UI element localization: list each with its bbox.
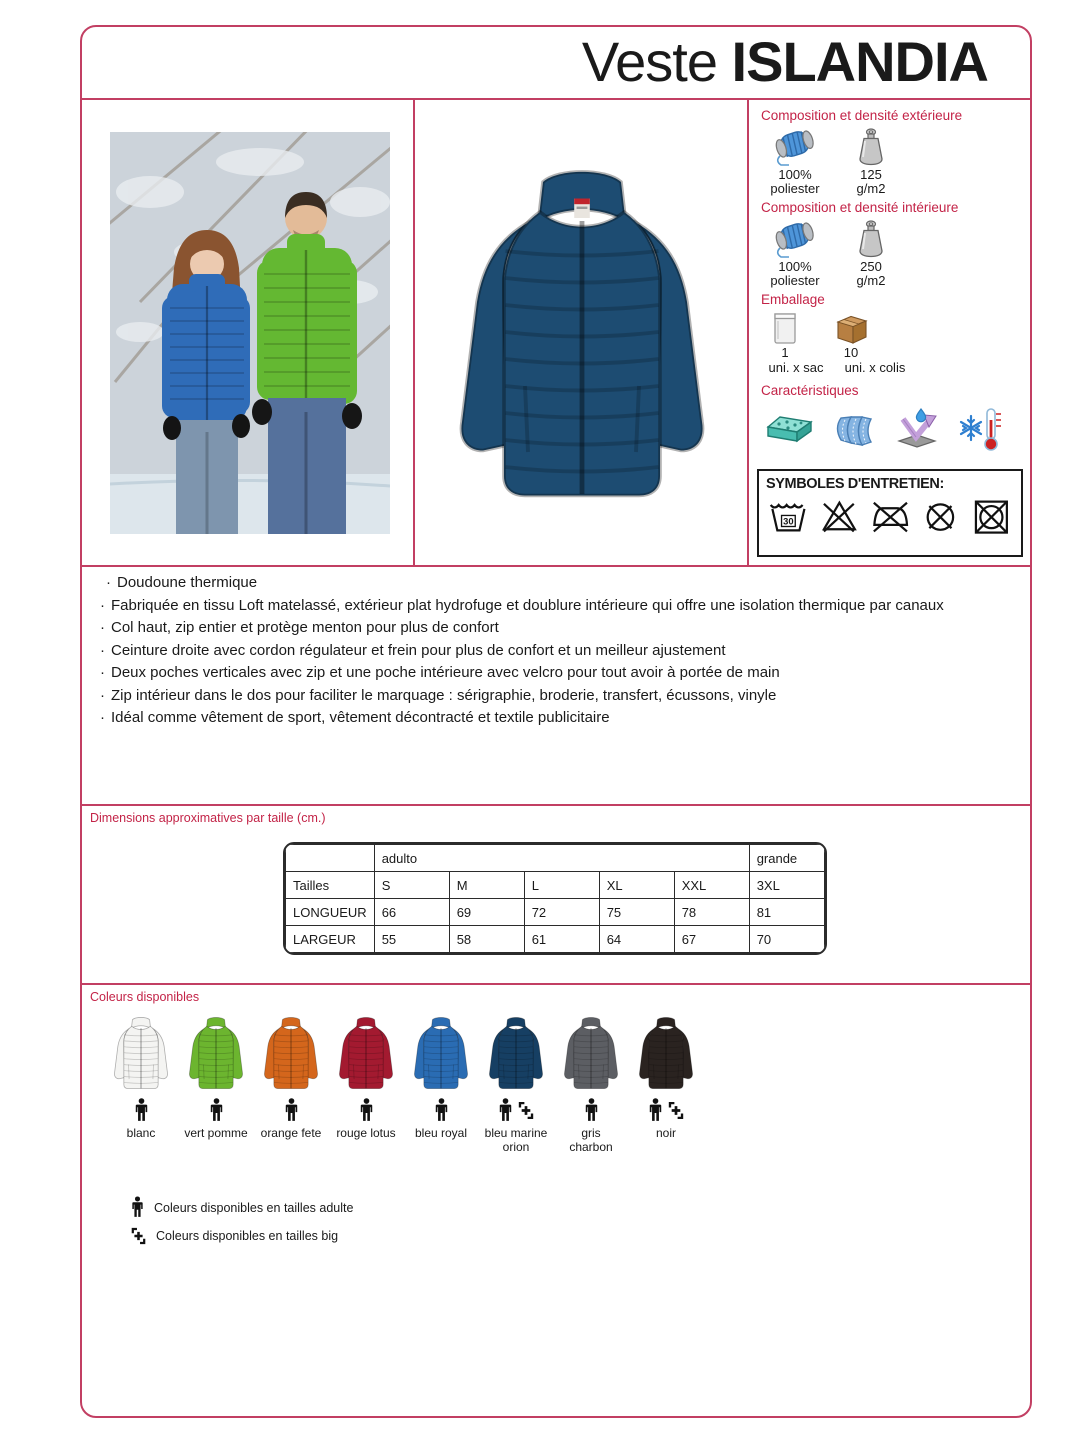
title-product-name: ISLANDIA xyxy=(731,30,988,93)
product-photo-cell xyxy=(415,100,749,565)
big-size-icon xyxy=(667,1100,685,1121)
color-swatch xyxy=(108,1014,174,1154)
table-row: Tailles S M L XL XXL 3XL xyxy=(286,872,825,899)
care-symbols-row xyxy=(766,495,1014,537)
interior-material: 100% poliester xyxy=(770,259,820,288)
legend-row-big xyxy=(130,1226,1030,1246)
colors-heading: Coleurs disponibles xyxy=(90,990,200,1004)
models-photo xyxy=(110,132,390,534)
color-swatch xyxy=(408,1014,474,1154)
cold-resistant-icon xyxy=(957,406,1003,452)
color-swatch xyxy=(558,1014,624,1154)
adult-person-icon xyxy=(208,1098,225,1123)
interior-row xyxy=(763,219,1022,288)
no-tumble-dry-icon xyxy=(969,495,1014,537)
big-group-header: grande xyxy=(749,845,824,872)
legend-label: Coleurs disponibles en tailles big xyxy=(156,1229,339,1243)
jacket-thumbnail xyxy=(258,1014,324,1094)
color-name: bleu royal xyxy=(414,1126,468,1140)
box-qty: 10 xyxy=(843,345,859,360)
packaging-heading: Emballage xyxy=(761,292,825,307)
bag-unit: uni. x sac xyxy=(768,360,824,375)
color-name: bleu marine orion xyxy=(484,1126,548,1154)
adult-person-icon xyxy=(433,1098,450,1123)
length-row-label: LONGUEUR xyxy=(286,899,375,926)
table-row: LARGEUR 55 58 61 64 67 70 xyxy=(286,926,825,953)
models-photo-cell xyxy=(82,100,415,565)
adult-person-icon xyxy=(283,1098,300,1123)
color-swatch xyxy=(333,1014,399,1154)
no-iron-icon xyxy=(868,495,913,537)
thread-spool-icon xyxy=(772,219,818,259)
jacket-thumbnail xyxy=(633,1014,699,1094)
bag-icon xyxy=(771,311,799,345)
padded-icon xyxy=(763,412,815,446)
feature-bullet: · Col haut, zip entier et protège menton pour plus de confort xyxy=(100,619,499,636)
packaging-row xyxy=(763,311,1022,360)
exterior-density: 125 g/m2 xyxy=(856,167,886,196)
svg-text:30: 30 xyxy=(783,515,794,527)
color-name: orange fete xyxy=(260,1126,322,1140)
table-row: LONGUEUR 66 69 72 75 78 81 xyxy=(286,899,825,926)
color-name: rouge lotus xyxy=(336,1126,396,1140)
features-row xyxy=(763,406,1022,452)
wash-30-icon xyxy=(766,495,811,537)
interior-heading: Composition et densité intérieure xyxy=(761,200,959,215)
adult-person-icon xyxy=(647,1098,664,1123)
water-repellent-icon xyxy=(893,407,941,451)
color-swatch xyxy=(633,1014,699,1154)
dimensions-heading: Dimensions approximatives par taille (cm.) xyxy=(90,811,326,825)
weight-icon xyxy=(852,219,890,259)
quilted-fabric-icon xyxy=(831,410,877,448)
table-row xyxy=(286,845,825,872)
color-name: noir xyxy=(655,1126,676,1140)
care-heading: SYMBOLES D'ENTRETIEN: xyxy=(766,476,944,492)
no-bleach-icon xyxy=(817,495,862,537)
product-jacket xyxy=(461,172,702,496)
jacket-thumbnail xyxy=(333,1014,399,1094)
adult-group-header: adulto xyxy=(374,845,749,872)
exterior-heading: Composition et densité extérieure xyxy=(761,108,963,123)
description-section xyxy=(82,567,1030,804)
adult-person-icon xyxy=(358,1098,375,1123)
legend-label: Coleurs disponibles en tailles adulte xyxy=(154,1200,354,1215)
jacket-thumbnail xyxy=(108,1014,174,1094)
jacket-thumbnail xyxy=(408,1014,474,1094)
color-name: vert pomme xyxy=(184,1126,248,1140)
color-name: gris charbon xyxy=(569,1126,613,1154)
exterior-row xyxy=(763,127,1022,196)
color-name: blanc xyxy=(126,1126,156,1140)
bag-qty: 1 xyxy=(781,345,789,360)
title-bar xyxy=(82,27,1030,100)
specs-panel xyxy=(749,100,1030,565)
color-swatch xyxy=(483,1014,549,1154)
adult-person-icon xyxy=(583,1098,600,1123)
colors-section xyxy=(82,985,1030,1416)
box-icon xyxy=(831,313,871,345)
jacket-thumbnail xyxy=(483,1014,549,1094)
color-swatch xyxy=(258,1014,324,1154)
interior-density: 250 g/m2 xyxy=(856,259,886,288)
sizes-row-header: Tailles xyxy=(286,872,375,899)
feature-bullet: · Deux poches verticales avec zip et une poche intérieure avec velcro pour tout avoir à portée de main xyxy=(100,664,780,681)
exterior-material: 100% poliester xyxy=(770,167,820,196)
weight-icon xyxy=(852,127,890,167)
jacket-thumbnail xyxy=(558,1014,624,1094)
datasheet xyxy=(80,25,1032,1418)
page-title xyxy=(582,29,988,95)
adult-person-icon xyxy=(130,1196,145,1219)
color-swatch-row xyxy=(108,1014,1030,1154)
size-legend xyxy=(130,1196,1030,1246)
adult-person-icon xyxy=(133,1098,150,1123)
main-band xyxy=(82,100,1030,567)
features-heading: Caractéristiques xyxy=(761,383,859,398)
width-row-label: LARGEUR xyxy=(286,926,375,953)
big-size-icon xyxy=(130,1226,147,1246)
box-unit: uni. x colis xyxy=(844,360,906,375)
feature-bullet: · Idéal comme vêtement de sport, vêtement décontracté et textile publicitaire xyxy=(100,709,610,726)
feature-bullet: · Doudoune thermique xyxy=(106,574,258,591)
title-prefix: Veste xyxy=(581,30,732,93)
feature-bullet: · Zip intérieur dans le dos pour faciliter le marquage : sérigraphie, broderie, transfert, écussons, vinyle xyxy=(100,686,777,704)
jacket-thumbnail xyxy=(183,1014,249,1094)
dimensions-section xyxy=(82,804,1030,985)
thread-spool-icon xyxy=(772,127,818,167)
legend-row-adult xyxy=(130,1196,1030,1219)
care-symbols-box xyxy=(757,469,1023,557)
adult-person-icon xyxy=(497,1098,514,1123)
feature-bullet: · Fabriquée en tissu Loft matelassé, extérieur plat hydrofuge et doublure intérieure qui offre une isolation thermique par canaux xyxy=(100,596,944,614)
big-size-icon xyxy=(517,1100,535,1121)
brand-tag xyxy=(574,199,590,219)
feature-bullet: · Ceinture droite avec cordon régulateur et frein pour plus de confort et un meilleur ajustement xyxy=(100,641,726,659)
no-dryclean-icon xyxy=(918,495,963,537)
product-photo xyxy=(432,158,732,518)
color-swatch xyxy=(183,1014,249,1154)
size-table xyxy=(283,842,827,955)
